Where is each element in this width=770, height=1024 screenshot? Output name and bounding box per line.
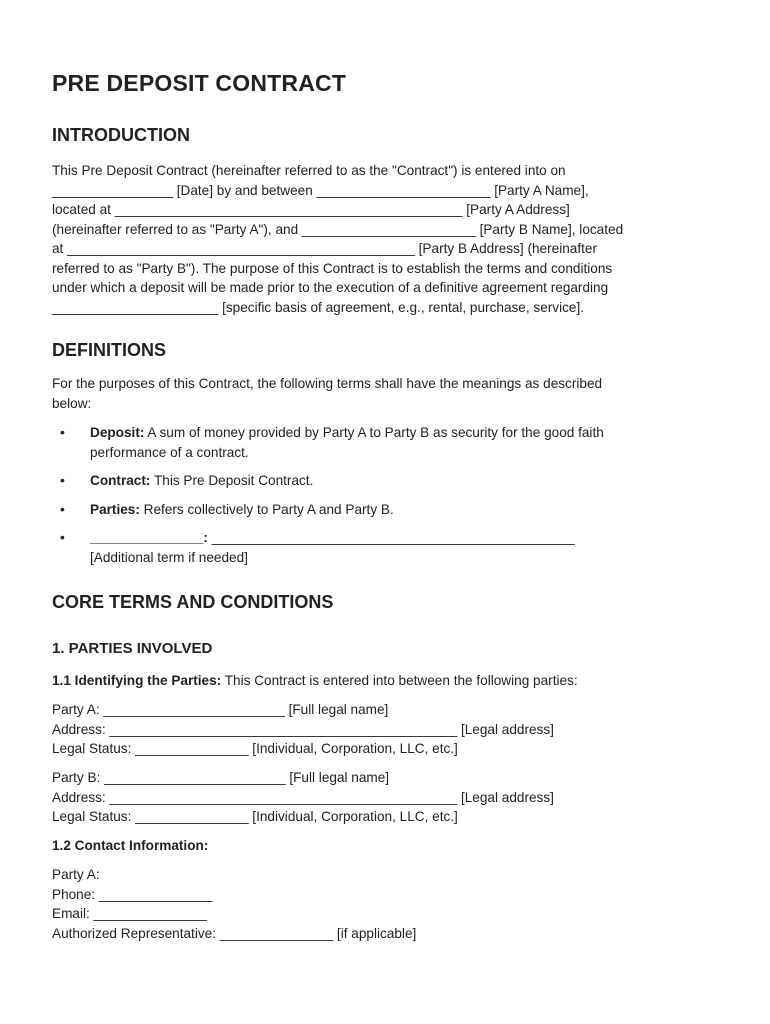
definition-term: _______________:: [90, 530, 208, 545]
intro-line: ______________________ [specific basis of agreement, e.g., rental, purchase, service].: [52, 299, 585, 315]
definition-text: performance of a contract.: [90, 444, 249, 460]
intro-line: at ______________________________________________ [Party B Address] (hereinafter: [52, 241, 597, 256]
introduction-heading: INTRODUCTION: [52, 125, 190, 145]
definitions-intro: [52, 374, 718, 413]
definition-text: This Pre Deposit Contract.: [150, 473, 314, 488]
introduction-paragraph: [52, 161, 718, 317]
contact-phone-line: Phone: _______________: [52, 886, 213, 902]
bullet-icon: •: [60, 424, 65, 440]
definitions-intro-line: For the purposes of this Contract, the following terms shall have the meanings as described: [52, 376, 603, 391]
document-title: PRE DEPOSIT CONTRACT: [52, 70, 347, 96]
intro-line: This Pre Deposit Contract (hereinafter referred to as the "Contract") is entered into on: [52, 163, 566, 178]
core-terms-heading: CORE TERMS AND CONDITIONS: [52, 592, 334, 612]
definition-item-contract: [52, 471, 718, 491]
bullet-icon: •: [60, 500, 65, 517]
definitions-list: [52, 423, 718, 576]
definition-text: A sum of money provided by Party A to Party B as security for the good faith: [144, 425, 604, 440]
definitions-intro-line: below:: [52, 395, 92, 411]
definition-term: Deposit:: [90, 425, 145, 440]
definition-text: ________________________________________________: [207, 530, 575, 545]
contact-email-line: Email: _______________: [52, 906, 207, 921]
section-1-2-label: 1.2 Contact Information:: [52, 838, 209, 853]
contact-representative-line: Authorized Representative: _______________ [if applicable]: [52, 925, 417, 941]
contact-party-line: Party A:: [52, 867, 100, 882]
definition-term: Parties:: [90, 501, 140, 517]
bullet-icon: •: [60, 529, 65, 545]
definition-text: Refers collectively to Party A and Party B.: [139, 501, 394, 517]
intro-line: referred to as "Party B"). The purpose of this Contract is to establish the terms and conditions: [52, 260, 613, 276]
section-1-1-text: This Contract is entered into between the following parties:: [221, 673, 578, 688]
party-b-status-line: Legal Status: _______________ [Individual, Corporation, LLC, etc.]: [52, 809, 458, 824]
intro-line: (hereinafter referred to as "Party A"), and _______________________ [Party B Name], located: [52, 221, 624, 237]
section-1-1: [52, 671, 718, 691]
party-b-address-line: Address: ______________________________________________ [Legal address]: [52, 789, 554, 805]
intro-line: ________________ [Date] by and between _______________________ [Party A Name],: [52, 182, 589, 198]
section-1-1-label: 1.1 Identifying the Parties:: [52, 673, 222, 688]
party-b-details: [52, 768, 718, 827]
definition-item-parties: [52, 500, 718, 520]
party-b-name-line: Party B: ________________________ [Full legal name]: [52, 770, 390, 785]
bullet-icon: •: [60, 472, 65, 488]
definition-item-deposit: [52, 423, 718, 462]
party-a-address-line: Address: ______________________________________________ [Legal address]: [52, 721, 554, 737]
section-1-2: [52, 836, 718, 856]
section-1-heading: 1. PARTIES INVOLVED: [52, 640, 213, 657]
definition-item-additional: [52, 528, 718, 567]
intro-line: located at ______________________________________________ [Party A Address]: [52, 202, 570, 217]
party-a-name-line: Party A: ________________________ [Full legal name]: [52, 702, 389, 717]
definition-text: [Additional term if needed]: [90, 549, 248, 565]
party-a-details: [52, 700, 718, 759]
contact-info: [52, 865, 718, 943]
intro-line: under which a deposit will be made prior to the execution of a definitive agreement regarding: [52, 280, 609, 295]
definitions-heading: DEFINITIONS: [52, 340, 167, 360]
definition-term: Contract:: [90, 473, 151, 488]
party-a-status-line: Legal Status: _______________ [Individual, Corporation, LLC, etc.]: [52, 741, 458, 756]
